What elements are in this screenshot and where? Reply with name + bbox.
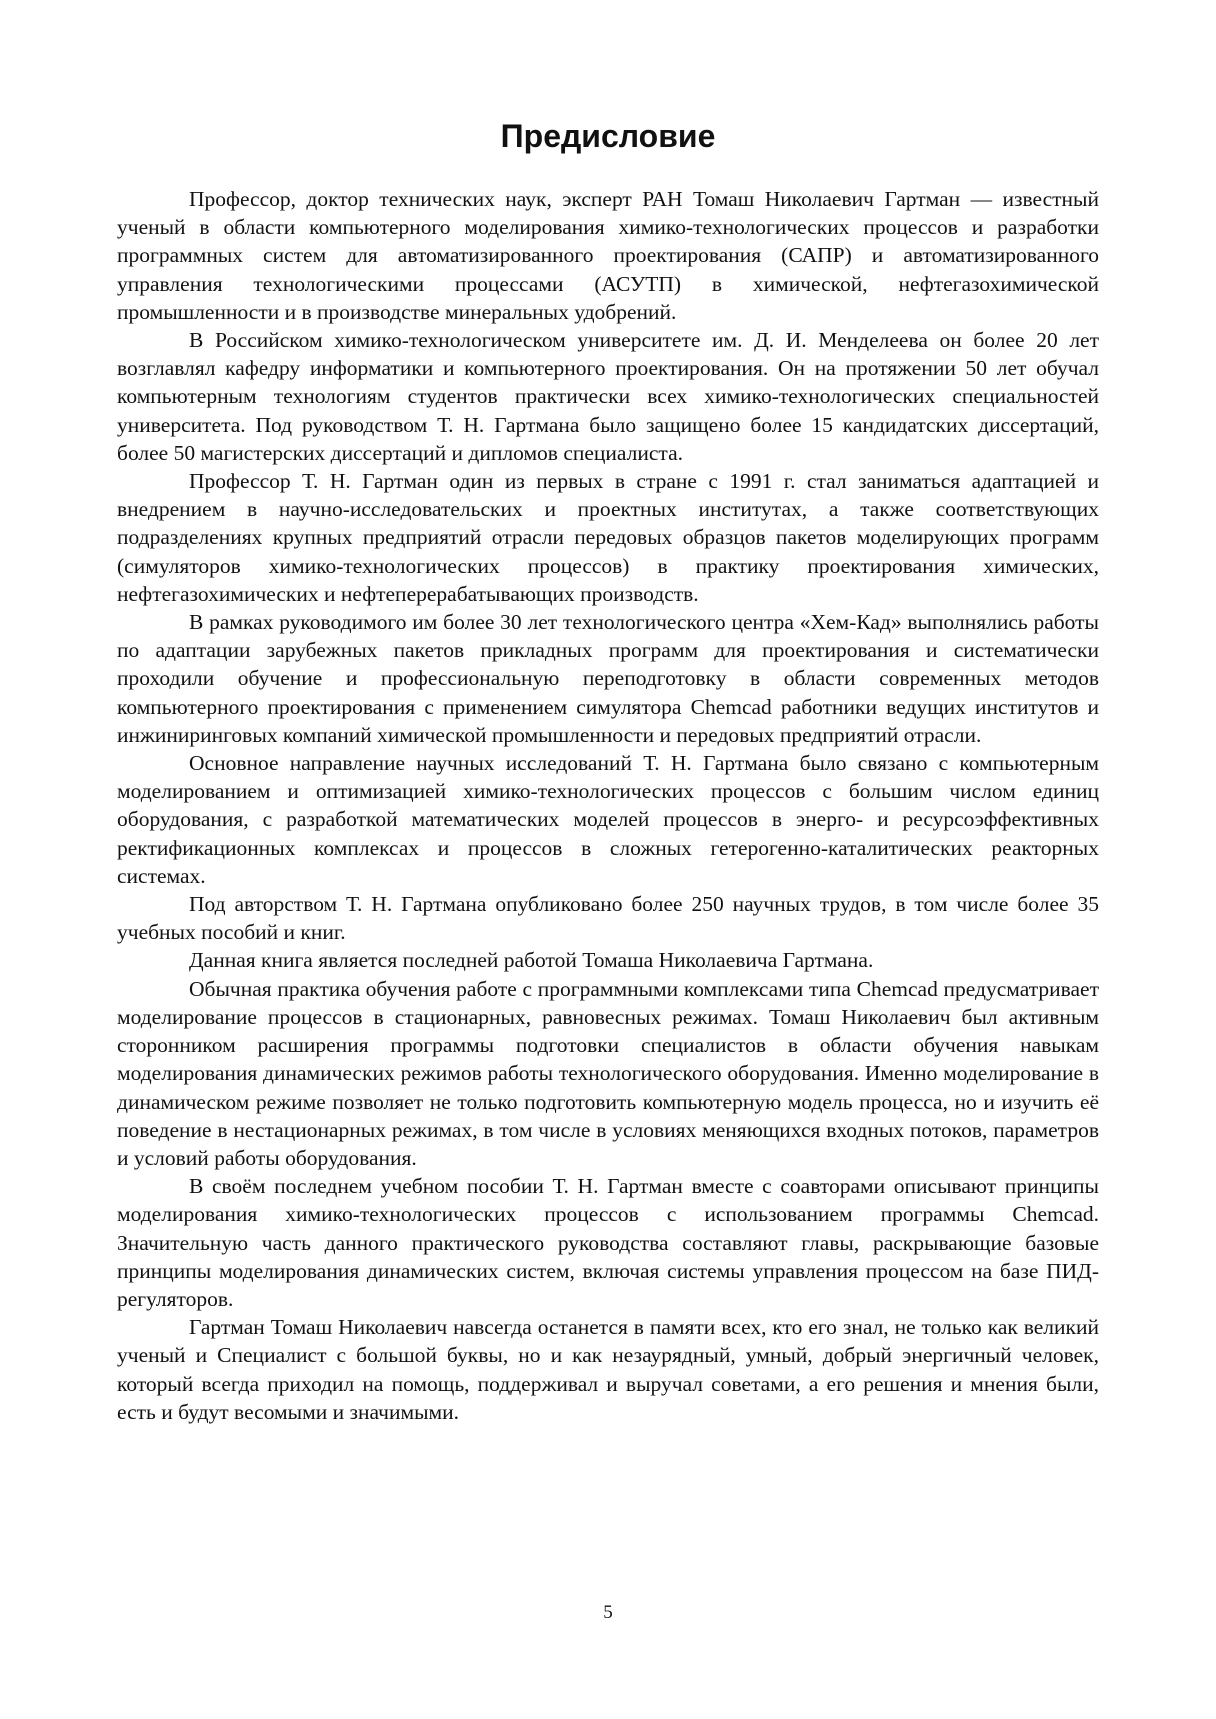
paragraph-7: Данная книга является последней работой Томаша Николаевича Гартмана.: [189, 948, 874, 973]
paragraph-9: В своём последнем учебном пособии Т. Н. Гартман вместе с соавторами описывают принципы моделирования химико-технологических процессов с использованием программы Chemcad. Значительную часть данного практического руководства составляют главы, раскрывающие базовые принципы моделирования динамических систем, включая системы управления процессом на базе ПИД-регуляторов.: [117, 1174, 1099, 1311]
paragraph-1: Профессор, доктор технических наук, эксперт РАН Томаш Николаевич Гартман — известный ученый в области компьютерного моделирования химико-технологических процессов и разработки программных систем для автоматизированного проектирования (САПР) и автоматизированного управления технологическими процессами (АСУТП) в химической, нефтегазохимической промышленности и в производстве минеральных удобрений.: [117, 187, 1099, 324]
paragraph-10: Гартман Томаш Николаевич навсегда останется в памяти всех, кто его знал, не только как великий ученый и Специалист с большой буквы, но и как незаурядный, умный, добрый энергичный человек, который всегда приходил на помощь, поддерживал и выручал советами, а его решения и мнения были, есть и будут весомыми и значимыми.: [117, 1315, 1099, 1424]
paragraph-3: Профессор Т. Н. Гартман один из первых в стране с 1991 г. стал заниматься адаптацией и внедрением в научно-исследовательских и проектных институтах, а также соответствующих подразделениях крупных предприятий отрасли передовых образцов пакетов моделирующих программ (симуляторов химико-технологических процессов) в практику проектирования химических, нефтегазохимических и нефтеперерабатывающих производств.: [117, 469, 1099, 606]
page-title: Предисловие: [500, 118, 716, 154]
paragraph-2: В Российском химико-технологическом университете им. Д. И. Менделеева он более 20 лет возглавлял кафедру информатики и компьютерного проектирования. Он на протяжении 50 лет обучал компьютерным технологиям студентов практически всех химико-технологических специальностей университета. Под руководством Т. Н. Гартмана было защищено более 15 кандидатских диссертаций, более 50 магистерских диссертаций и дипломов специалиста.: [117, 328, 1099, 465]
paragraph-4: В рамках руководимого им более 30 лет технологического центра «Хем-Кад» выполнялись работы по адаптации зарубежных пакетов прикладных программ для проектирования и систематически проходили обучение и профессиональную переподготовку в области современных методов компьютерного проектирования с применением симулятора Chemcad работники ведущих институтов и инжиниринговых компаний химической промышленности и передовых предприятий отрасли.: [117, 610, 1099, 747]
page-number: 5: [603, 1602, 613, 1623]
paragraph-5: Основное направление научных исследований Т. Н. Гартмана было связано с компьютерным моделированием и оптимизацией химико-технологических процессов с большим числом единиц оборудования, с разработкой математических моделей процессов в энерго- и ресурсоэффективных ректификационных комплексах и процессов в сложных гетерогенно-каталитических реакторных системах.: [117, 751, 1099, 888]
paragraph-8: Обычная практика обучения работе с программными комплексами типа Chemcad предусматривает моделирование процессов в стационарных, равновесных режимах. Томаш Николаевич был активным сторонником расширения программы подготовки специалистов в области обучения навыкам моделирования динамических режимов работы технологического оборудования. Именно моделирование в динамическом режиме позволяет не только подготовить компьютерную модель процесса, но и изучить её поведение в нестационарных режимах, в том числе в условиях меняющихся входных потоков, параметров и условий работы оборудования.: [117, 976, 1099, 1170]
preface-body: [117, 185, 1099, 1426]
paragraph-6: Под авторством Т. Н. Гартмана опубликовано более 250 научных трудов, в том числе более 35 учебных пособий и книг.: [117, 892, 1099, 945]
